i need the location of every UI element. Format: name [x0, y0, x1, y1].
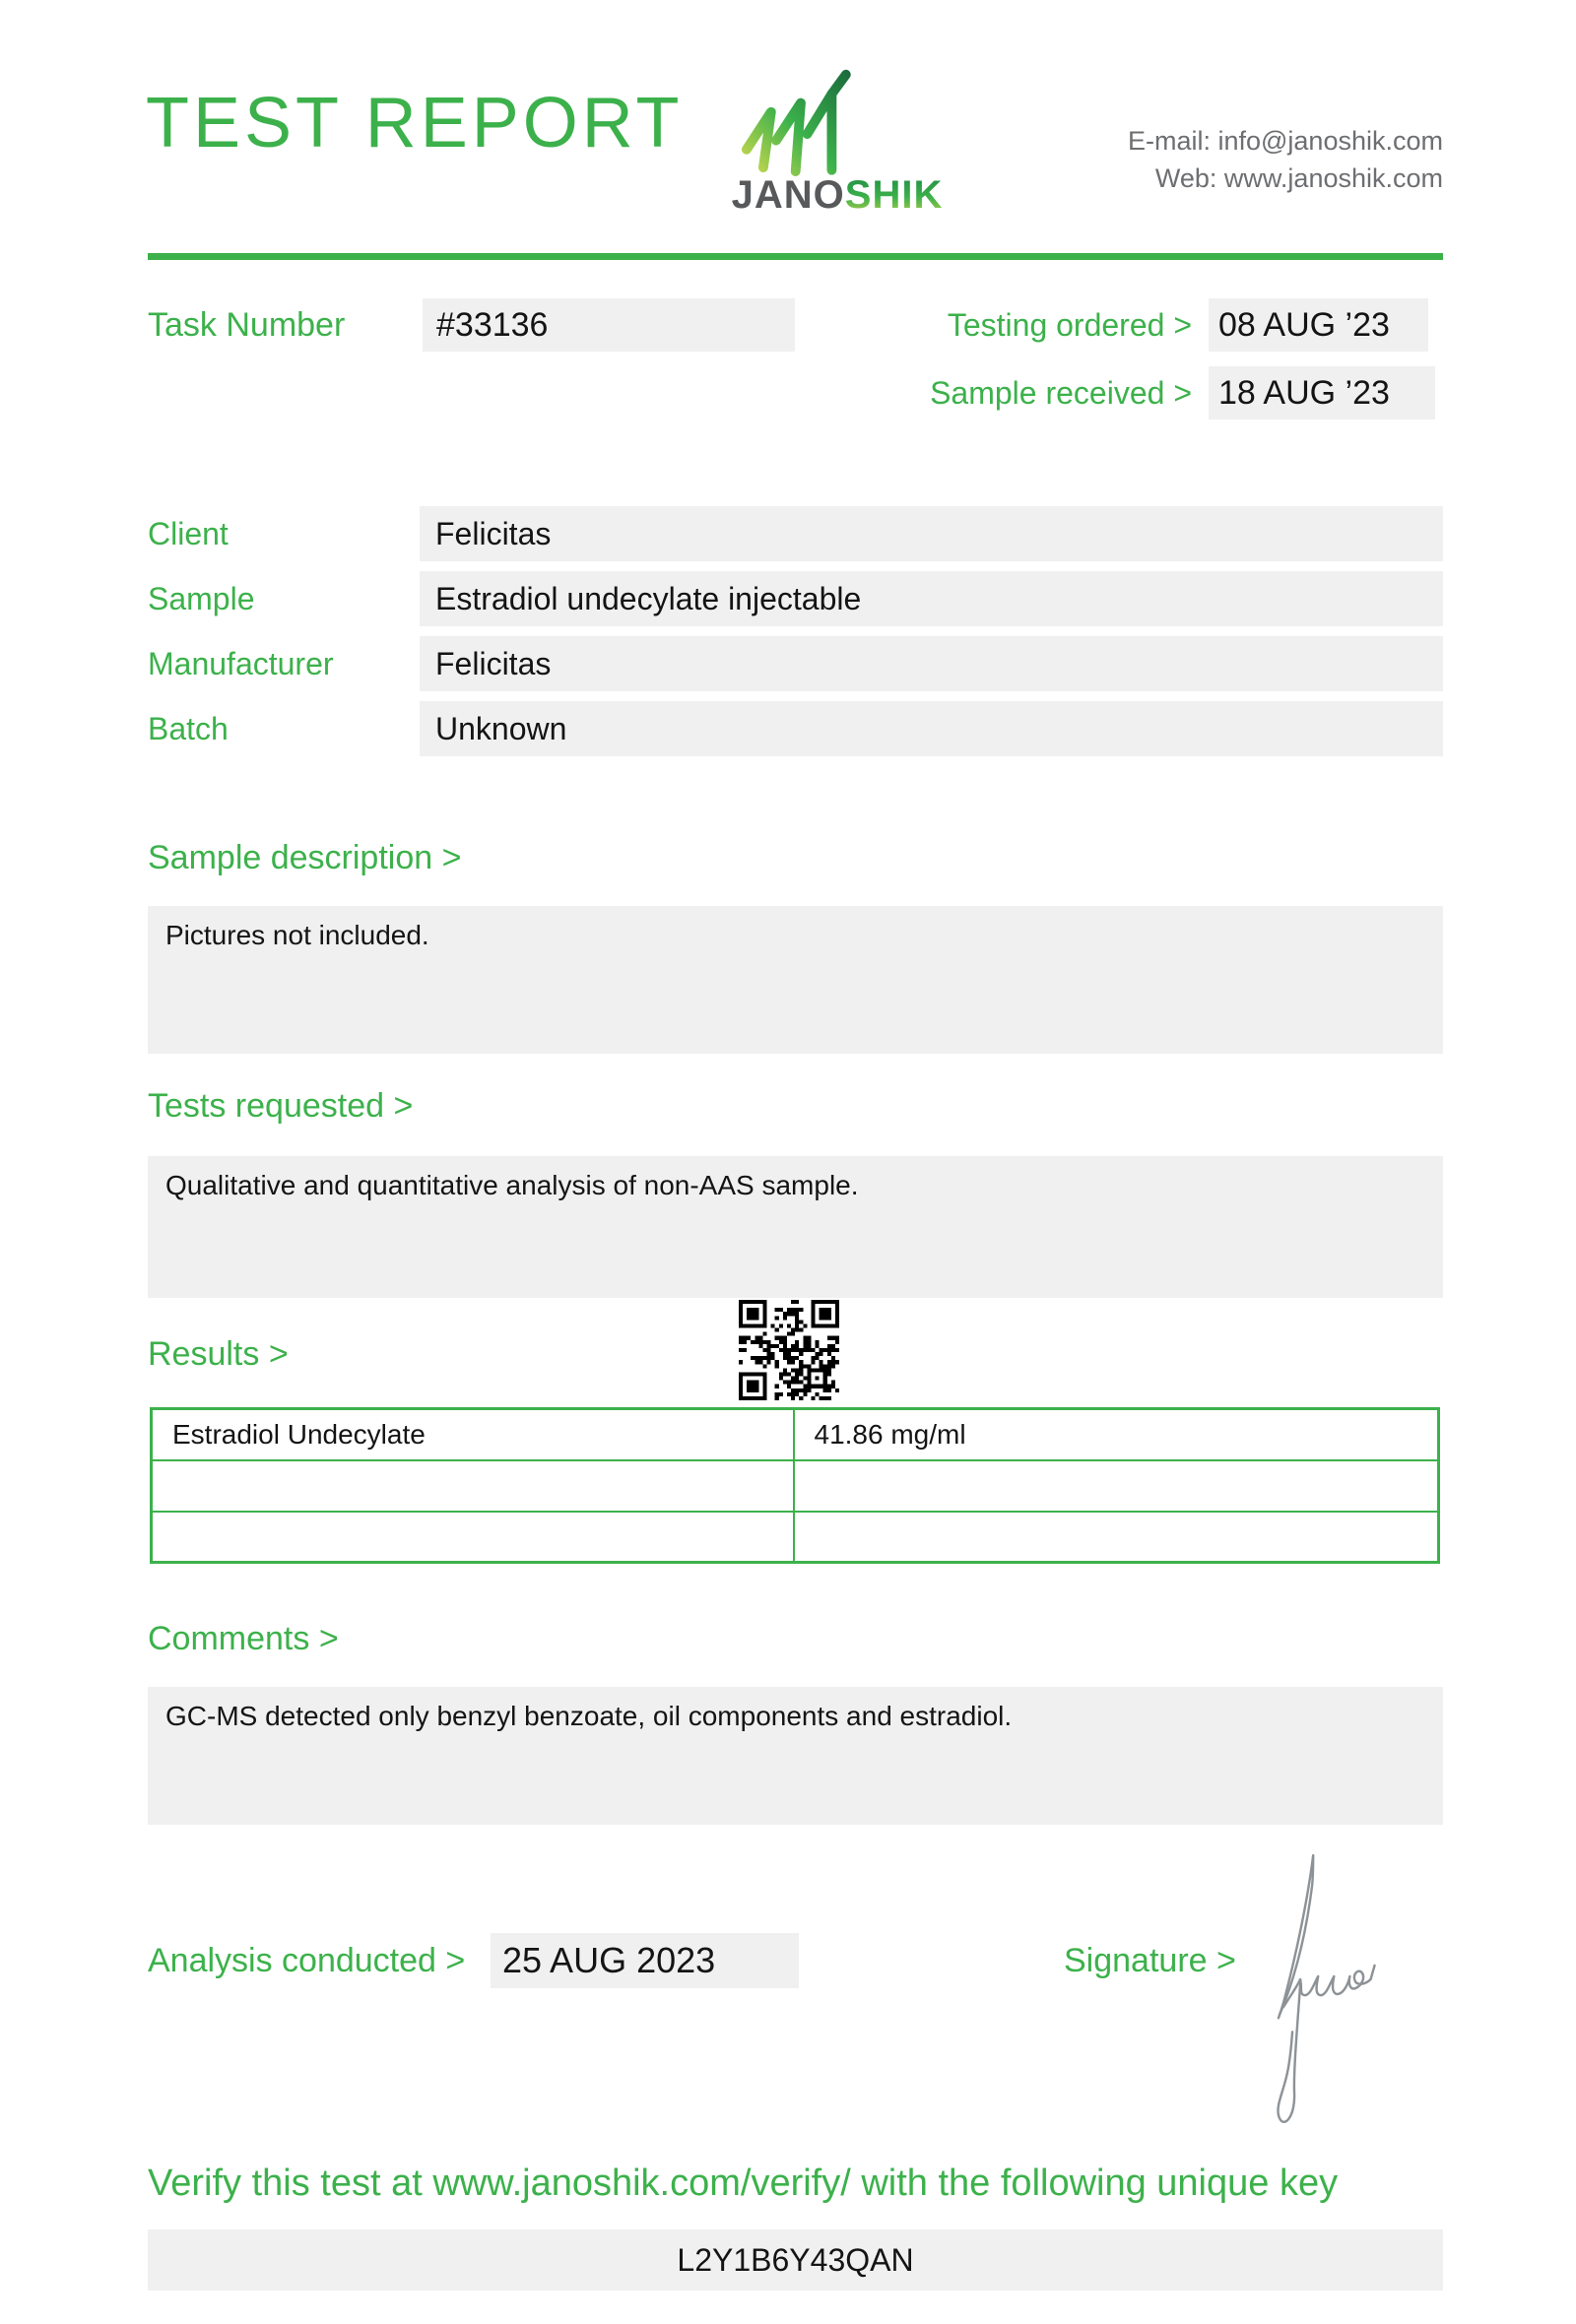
brand-shik: SHIK [844, 173, 944, 217]
sample-label: Sample [148, 581, 255, 616]
signature-image [1253, 1824, 1478, 2141]
brand-wordmark [690, 173, 985, 218]
batch-value: Unknown [420, 701, 1443, 756]
manufacturer-value: Felicitas [420, 636, 1443, 691]
client-value: Felicitas [420, 506, 1443, 561]
results-table [150, 1407, 1440, 1564]
table-row [152, 1409, 1439, 1460]
sample-description-text: Pictures not included. [165, 920, 429, 950]
unique-key: L2Y1B6Y43QAN [148, 2229, 1443, 2291]
signature-label: Signature > [1064, 1942, 1236, 1979]
analysis-conducted-label: Analysis conducted > [148, 1942, 466, 1979]
verify-instruction: Verify this test at www.janoshik.com/verify/ with the following unique key [148, 2163, 1339, 2204]
tests-requested-text: Qualitative and quantitative analysis of non-AAS sample. [165, 1170, 859, 1200]
tests-requested-heading: Tests requested > [148, 1087, 414, 1125]
page-title: TEST REPORT [146, 84, 684, 162]
client-label: Client [148, 516, 229, 551]
chart-logo-icon [739, 57, 855, 177]
qr-code [739, 1300, 839, 1400]
contact-web: Web: www.janoshik.com [1154, 163, 1443, 193]
table-row [152, 1512, 1439, 1563]
brand-jano: JANO [731, 173, 845, 217]
contact-email: E-mail: info@janoshik.com [1127, 126, 1443, 156]
sample-value: Estradiol undecylate injectable [420, 571, 1443, 626]
batch-label: Batch [148, 711, 229, 746]
tests-requested-box [148, 1156, 1443, 1298]
sample-description-box [148, 906, 1443, 1054]
result-concentration: 41.86 mg/ml [794, 1409, 1439, 1460]
comments-heading: Comments > [148, 1620, 339, 1657]
analysis-conducted-value: 25 AUG 2023 [491, 1933, 799, 1988]
testing-ordered-label: Testing ordered > [947, 307, 1192, 343]
task-number-value: #33136 [423, 298, 795, 352]
result-concentration [794, 1512, 1439, 1563]
result-substance [152, 1512, 794, 1563]
header-divider [148, 253, 1443, 260]
testing-ordered-value: 08 AUG ’23 [1209, 298, 1428, 352]
contact-info [1128, 122, 1443, 197]
sample-description-heading: Sample description > [148, 839, 462, 876]
comments-text: GC-MS detected only benzyl benzoate, oil components and estradiol. [165, 1701, 1013, 1731]
sample-received-value: 18 AUG ’23 [1209, 366, 1435, 420]
result-concentration [794, 1460, 1439, 1512]
result-substance: Estradiol Undecylate [152, 1409, 794, 1460]
table-row [152, 1460, 1439, 1512]
sample-received-label: Sample received > [930, 375, 1192, 411]
result-substance [152, 1460, 794, 1512]
results-heading: Results > [148, 1335, 289, 1373]
manufacturer-label: Manufacturer [148, 646, 334, 681]
task-number-label: Task Number [148, 306, 346, 344]
comments-box [148, 1687, 1443, 1825]
